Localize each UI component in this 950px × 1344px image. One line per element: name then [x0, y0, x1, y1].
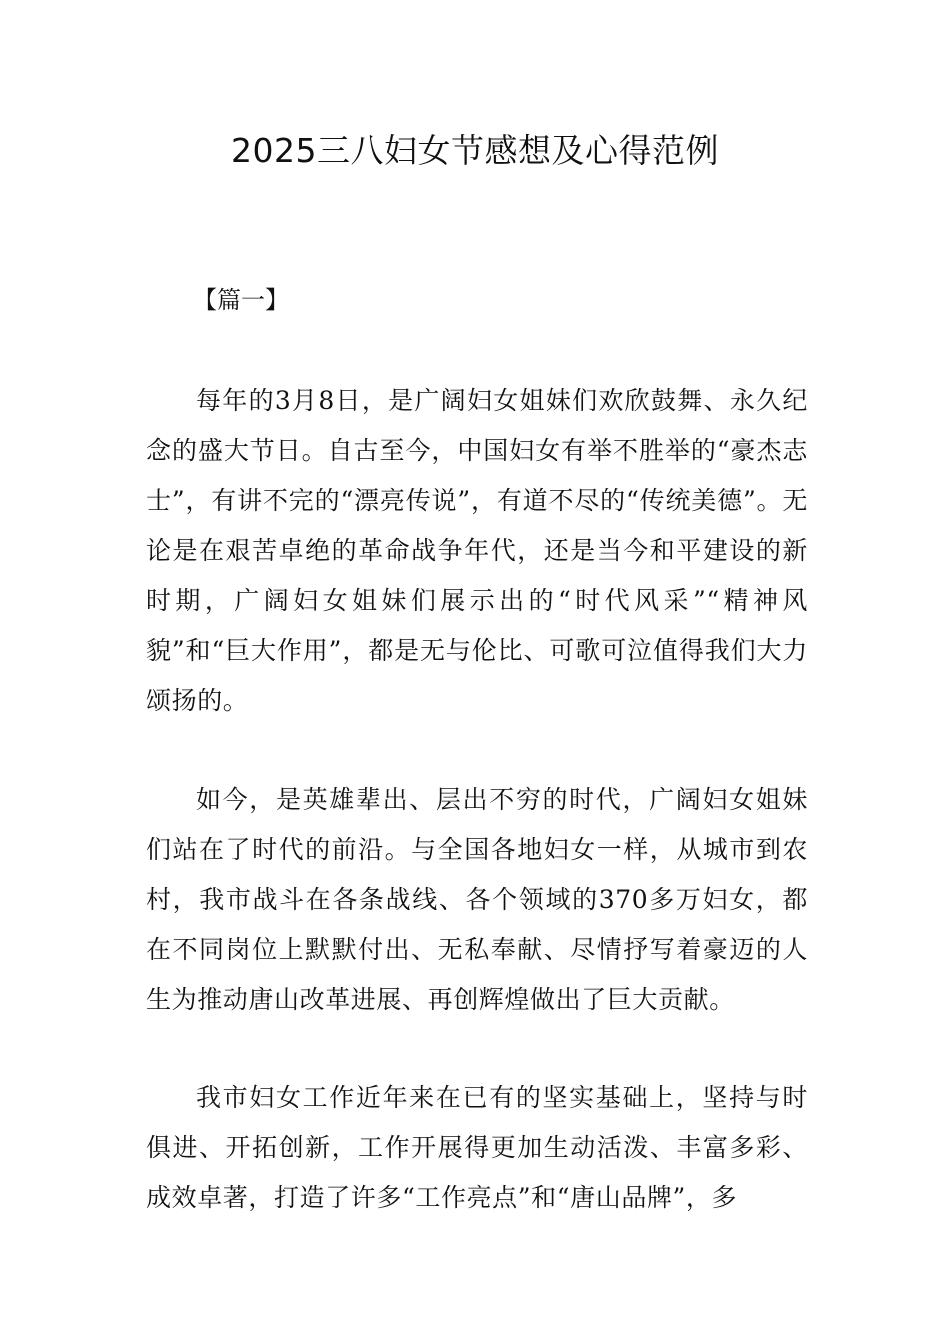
- paragraph-2: 如今，是英雄辈出、层出不穷的时代，广阔妇女姐妹们站在了时代的前沿。与全国各地妇女一样，从城市到农村，我市战斗在各条战线、各个领域的370多万妇女，都在不同岗位上默默付出、无私奉献、尽情抒写着豪迈的人生为推动唐山改革进展、再创辉煌做出了巨大贡献。: [146, 785, 808, 1014]
- document-title: 2025三八妇女节感想及心得范例: [231, 131, 719, 170]
- paragraph-1: 每年的3月8日，是广阔妇女姐妹们欢欣鼓舞、永久纪念的盛大节日。自古至今，中国妇女有举不胜举的“豪杰志士”，有讲不完的“漂亮传说”，有道不尽的“传统美德”。无论是在艰苦卓绝的革命战争年代，还是当今和平建设的新时期，广阔妇女姐妹们展示出的“时代风采”“精神风貌”和“巨大作用”，都是无与伦比、可歌可泣值得我们大力颂扬的。: [146, 386, 808, 715]
- section-label: 【篇一】: [193, 286, 289, 314]
- paragraph-3: 我市妇女工作近年来在已有的坚实基础上，坚持与时俱进、开拓创新，工作开展得更加生动活泼、丰富多彩、成效卓著，打造了许多“工作亮点”和“唐山品牌”，多: [146, 1083, 808, 1212]
